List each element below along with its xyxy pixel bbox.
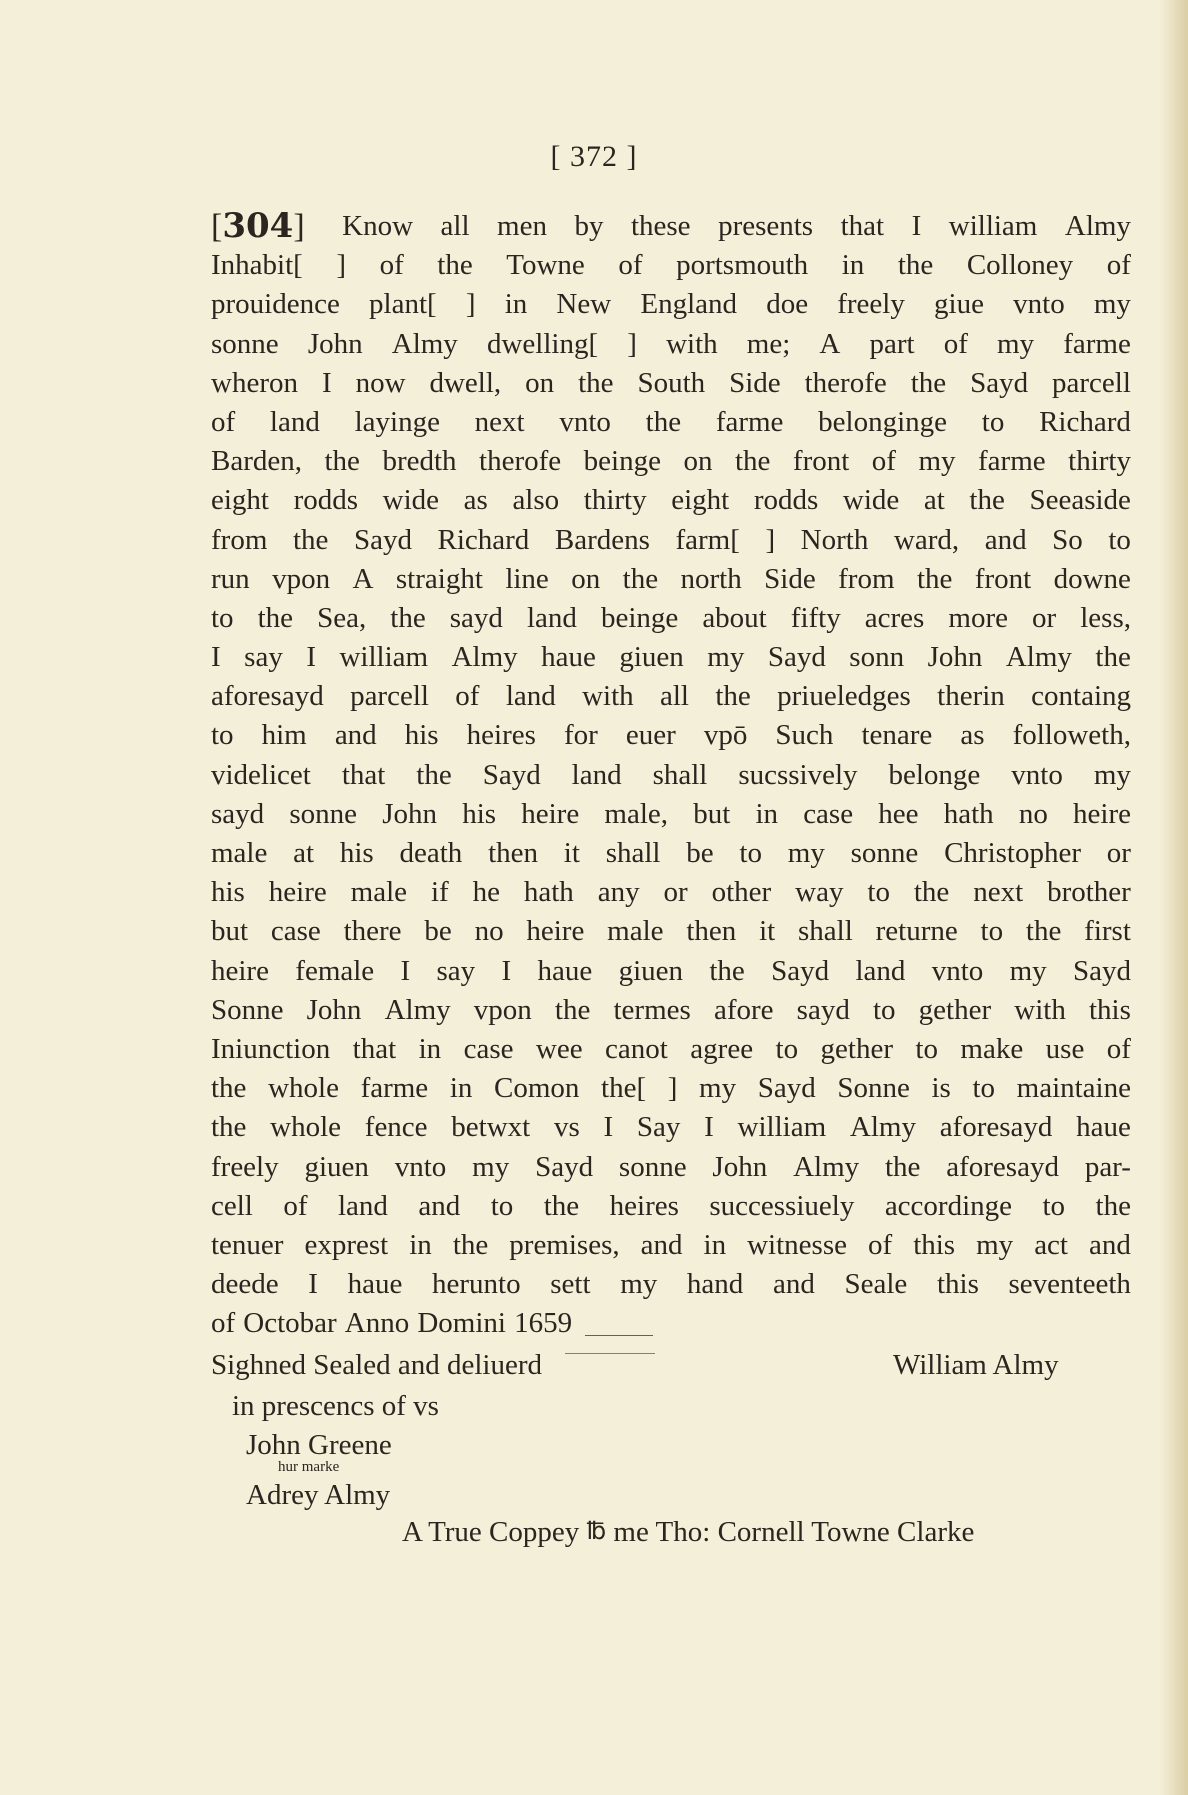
body-line: but case there be no heire male then it shall returne to the first	[211, 915, 1131, 948]
body-line: cell of land and to the heires successiuely accordinge to the	[211, 1189, 1131, 1222]
body-line: tenuer exprest in the premises, and in witnesse of this my act and	[211, 1228, 1131, 1261]
body-line: aforesayd parcell of land with all the priueledges therin containg	[211, 680, 1131, 713]
body-line: deede I haue herunto sett my hand and Seale this seventeeth	[211, 1268, 1131, 1301]
body-line: his heire male if he hath any or other way to the next brother	[211, 876, 1131, 909]
body-line: sayd sonne John his heire male, but in case hee hath no heire	[211, 797, 1131, 830]
body-line: Sonne John Almy vpon the termes afore sayd to gether with this	[211, 993, 1131, 1026]
per-symbol-icon: ℔	[586, 1519, 607, 1545]
sealed-line: Sighned Sealed and deliuerd	[211, 1349, 542, 1381]
body-line: the whole farme in Comon the[ ] my Sayd Sonne is to maintaine	[211, 1072, 1131, 1105]
copy-prefix: A True Coppey	[402, 1516, 580, 1548]
body-line: I say I william Almy haue giuen my Sayd sonn John Almy the	[211, 641, 1131, 674]
body-line: Barden, the bredth therofe beinge on the front of my farme thirty	[211, 445, 1131, 478]
body-line: wheron I now dwell, on the South Side therofe the Sayd parcell	[211, 366, 1131, 399]
true-copy-line	[402, 1516, 1162, 1549]
mark-note: hur marke	[278, 1459, 340, 1475]
body-line: Inhabit[ ] of the Towne of portsmouth in the Colloney of	[211, 249, 1131, 282]
copy-suffix: me Tho: Cornell Towne Clarke	[613, 1516, 975, 1548]
body-line: of land layinge next vnto the farme belonginge to Richard	[211, 405, 1131, 438]
body-line: male at his death then it shall be to my sonne Christopher or	[211, 837, 1131, 869]
body-line: [304] Know all men by these presents that I william Almy	[211, 206, 1131, 246]
body-line: to him and his heires for euer vpō Such tenare as followeth,	[211, 719, 1131, 752]
body-line: prouidence plant[ ] in New England doe freely giue vnto my	[211, 288, 1131, 321]
body-line: Iniunction that in case wee canot agree to gether to make use of	[211, 1032, 1131, 1065]
deed-body	[211, 207, 1131, 1343]
body-line: from the Sayd Richard Bardens farm[ ] North ward, and So to	[211, 523, 1131, 556]
body-line: eight rodds wide as also thirty eight rodds wide at the Seeaside	[211, 484, 1131, 517]
presence-line: in prescencs of vs	[232, 1390, 439, 1422]
body-line: sonne John Almy dwelling[ ] with me; A part of my farme	[211, 327, 1131, 360]
body-line: of Octobar Anno Domini 1659	[211, 1307, 573, 1340]
signer-name: William Almy	[893, 1349, 1059, 1381]
witness-john-greene: John Greene	[246, 1429, 392, 1461]
date-underline	[585, 1335, 653, 1336]
page-number: [ 372 ]	[550, 140, 638, 173]
witness-adrey-almy: Adrey Almy	[246, 1479, 391, 1511]
body-line: heire female I say I haue giuen the Sayd land vnto my Sayd	[211, 954, 1131, 987]
body-line: videlicet that the Sayd land shall sucssively belonge vnto my	[211, 758, 1131, 791]
body-line: the whole fence betwxt vs I Say I william Almy aforesayd haue	[211, 1111, 1131, 1144]
page-edge-shading	[1160, 0, 1188, 1795]
body-line: to the Sea, the sayd land beinge about fifty acres more or less,	[211, 601, 1131, 634]
document-number: [304]	[211, 206, 305, 246]
body-line: freely giuen vnto my Sayd sonne John Almy the aforesayd par-	[211, 1150, 1131, 1183]
body-line: run vpon A straight line on the north Side from the front downe	[211, 562, 1131, 595]
